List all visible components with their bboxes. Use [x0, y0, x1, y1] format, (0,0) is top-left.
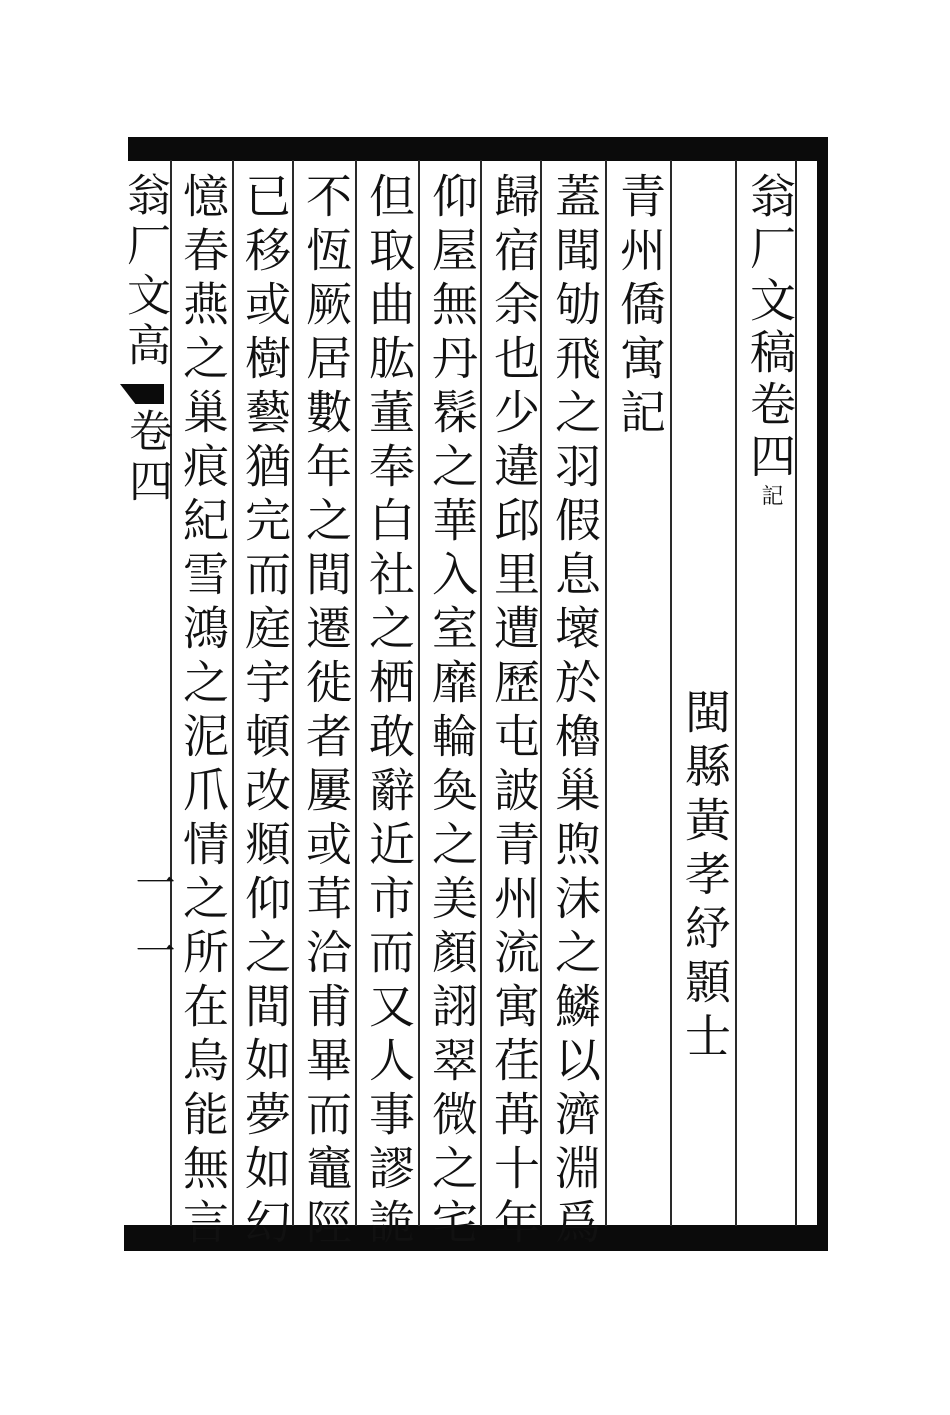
column-rule: [170, 160, 172, 1226]
essay-title: 青州僑寓記: [613, 172, 667, 442]
column-rule: [735, 160, 737, 1226]
folio-number: 一一: [129, 862, 175, 998]
frame-right-border: [817, 137, 828, 1251]
margin-volume: 卷四: [121, 408, 172, 508]
margin-short-title: 翁厂文高: [119, 172, 170, 372]
column-rule: [418, 160, 420, 1226]
frame-top-border: [128, 137, 828, 161]
book-title-column: [741, 172, 799, 506]
margin-column: [118, 172, 175, 1222]
text-column-4: 但取曲肱董奉白社之栖敢辭近市而又人事謬詭: [362, 172, 416, 1252]
fishtail-mark: [120, 384, 164, 404]
essay-title-column: [611, 172, 669, 442]
column-rule: [605, 160, 607, 1226]
text-column-7: 憶春燕之巢痕紀雪鴻之泥爪情之所在烏能無言: [176, 172, 230, 1252]
column-rule: [232, 160, 234, 1226]
author-column: [676, 688, 734, 1066]
text-column-2: 歸宿余也少違邱里遭歷屯詖青州流寓荏苒十年: [487, 172, 541, 1252]
column-rule: [355, 160, 357, 1226]
text-column-6: 已移或樹藝猶完而庭宇頓改頫仰之間如夢如幻: [238, 172, 292, 1252]
text-column-5: 不恆厥居數年之間遷徙者屢或茸洽甫畢而竈陘: [299, 172, 353, 1252]
author-name: 閩縣黃孝紓顥士: [678, 688, 732, 1066]
book-title: 翁厂文稿卷四: [743, 172, 797, 484]
text-column-1: 蓋聞劬飛之羽假息壞於櫓巢煦沫之鱗以濟淵爲: [548, 172, 602, 1252]
column-rule: [670, 160, 672, 1226]
text-column-3: 仰屋無丹髹之華入室靡輪奐之美顏詡翠微之宅: [425, 172, 479, 1252]
section-marker: 記: [758, 484, 783, 506]
